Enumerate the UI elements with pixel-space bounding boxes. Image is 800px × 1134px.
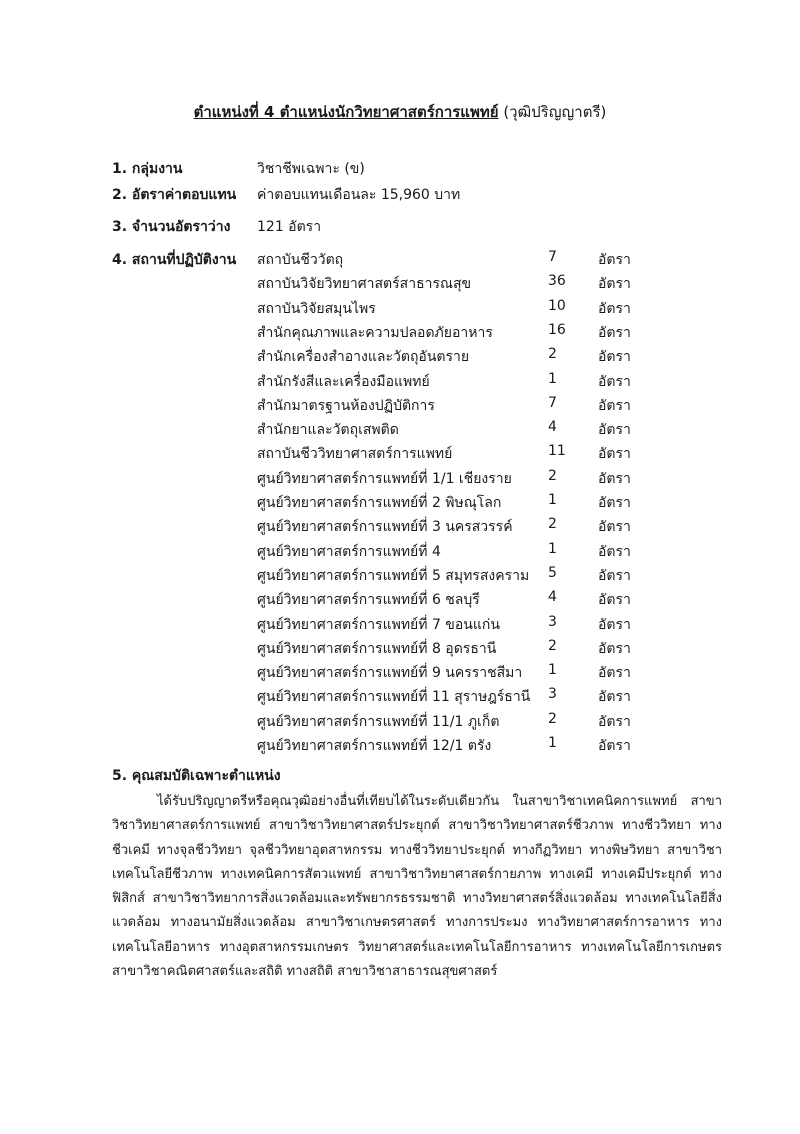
item-label: 3. จำนวนอัตราว่าง: [112, 219, 231, 235]
location-name: ศูนย์วิทยาศาสตร์การแพทย์ที่ 8 อุดรธานี: [257, 641, 497, 657]
location-unit: อัตรา: [598, 349, 631, 365]
location-name: ศูนย์วิทยาศาสตร์การแพทย์ที่ 11/1 ภูเก็ต: [257, 714, 500, 730]
location-name: ศูนย์วิทยาศาสตร์การแพทย์ที่ 12/1 ตรัง: [257, 738, 492, 754]
location-name: สำนักยาและวัตถุเสพติด: [257, 422, 399, 438]
location-count: 2: [548, 468, 557, 484]
location-name: สำนักมาตรฐานห้องปฏิบัติการ: [257, 398, 435, 414]
location-count: 3: [548, 614, 557, 630]
location-name: ศูนย์วิทยาศาสตร์การแพทย์ที่ 1/1 เชียงราย: [257, 471, 512, 487]
location-unit: อัตรา: [598, 301, 631, 317]
title-main: ตำแหน่งที่ 4 ตำแหน่งนักวิทยาศาสตร์การแพทย์: [193, 103, 499, 121]
location-name: ศูนย์วิทยาศาสตร์การแพทย์ที่ 9 นครราชสีมา: [257, 665, 523, 681]
location-count: 1: [548, 371, 557, 387]
item-label: 2. อัตราค่าตอบแทน: [112, 187, 237, 203]
location-count: 10: [548, 298, 566, 314]
location-unit: อัตรา: [598, 495, 631, 511]
location-unit: อัตรา: [598, 592, 631, 608]
item-label: 4. สถานที่ปฏิบัติงาน: [112, 252, 237, 268]
qualification-paragraph: ได้รับปริญญาตรีหรือคุณวุฒิอย่างอื่นที่เทียบได้ในระดับเดียวกัน ในสาขาวิชาเทคนิคการแพทย์ สาขาวิชาวิทยาศาสตร์การแพทย์ สาขาวิชาวิทยาศาสตร์ประยุกต์ สาขาวิชาวิทยาศาสตร์ชีวภาพ ทางชีววิทยา ทางชีวเคมี ทางจุลชีววิทยา จุลชีววิทยาอุตสาหกรรม ทางชีววิทยาประยุกต์ ทางกีฏวิทยา ทางพิษวิทยา สาขาวิชาเทคโนโลยีชีวภาพ ทางเทคนิคการสัตวแพทย์ สาขาวิชาวิทยาศาสตร์กายภาพ ทางเคมี ทางเคมีประยุกต์ ทางฟิสิกส์ สาขาวิชาวิทยาการสิ่งแวดล้อมและทรัพยากรธรรมชาติ ทางวิทยาศาสตร์สิ่งแวดล้อม ทางเทคโนโลยีสิ่งแวดล้อม ทางอนามัยสิ่งแวดล้อม สาขาวิชาเกษตรศาสตร์ ทางการประมง ทางวิทยาศาสตร์การอาหาร ทางเทคโนโลยีอาหาร ทางอุตสาหกรรมเกษตร วิทยาศาสตร์และเทคโนโลยีการอาหาร ทางเทคโนโลยีการเกษตร สาขาวิชาคณิตศาสตร์และสถิติ ทางสถิติ สาขาวิชาสาธารณสุขศาสตร์: [112, 794, 722, 980]
location-count: 2: [548, 638, 557, 654]
location-count: 7: [548, 395, 557, 411]
location-unit: อัตรา: [598, 544, 631, 560]
location-name: สถาบันวิจัยสมุนไพร: [257, 301, 376, 317]
location-unit: อัตรา: [598, 519, 631, 535]
location-name: ศูนย์วิทยาศาสตร์การแพทย์ที่ 7 ขอนแก่น: [257, 617, 500, 633]
location-unit: อัตรา: [598, 252, 631, 268]
location-count: 2: [548, 516, 557, 532]
location-count: 4: [548, 419, 557, 435]
location-name: สถาบันวิจัยวิทยาศาสตร์สาธารณสุข: [257, 276, 472, 292]
location-count: 2: [548, 711, 557, 727]
page-title: [0, 100, 800, 124]
location-name: ศูนย์วิทยาศาสตร์การแพทย์ที่ 4: [257, 544, 441, 560]
location-count: 4: [548, 589, 557, 605]
location-name: สถาบันชีววัตถุ: [257, 252, 344, 268]
item-value: วิชาชีพเฉพาะ (ข): [257, 161, 365, 177]
location-count: 7: [548, 249, 557, 265]
location-name: สำนักเครื่องสำอางและวัตถุอันตราย: [257, 349, 470, 365]
location-name: ศูนย์วิทยาศาสตร์การแพทย์ที่ 6 ชลบุรี: [257, 592, 480, 608]
location-name: สถาบันชีววิทยาศาสตร์การแพทย์: [257, 446, 453, 462]
location-count: 1: [548, 662, 557, 678]
location-unit: อัตรา: [598, 446, 631, 462]
location-name: สำนักคุณภาพและความปลอดภัยอาหาร: [257, 325, 493, 341]
location-unit: อัตรา: [598, 738, 631, 754]
title-sub: (วุฒิปริญญาตรี): [503, 103, 607, 121]
location-unit: อัตรา: [598, 471, 631, 487]
location-unit: อัตรา: [598, 325, 631, 341]
location-unit: อัตรา: [598, 689, 631, 705]
location-unit: อัตรา: [598, 374, 631, 390]
location-unit: อัตรา: [598, 617, 631, 633]
location-unit: อัตรา: [598, 714, 631, 730]
section-heading: 5. คุณสมบัติเฉพาะตำแหน่ง: [112, 768, 281, 784]
location-count: 2: [548, 346, 557, 362]
location-name: สำนักรังสีและเครื่องมือแพทย์: [257, 374, 430, 390]
location-count: 1: [548, 541, 557, 557]
location-count: 5: [548, 565, 557, 581]
location-count: 11: [548, 443, 566, 459]
item-value: 121 อัตรา: [257, 219, 322, 235]
location-unit: อัตรา: [598, 665, 631, 681]
location-count: 1: [548, 735, 557, 751]
item-label: 1. กลุ่มงาน: [112, 161, 183, 177]
location-unit: อัตรา: [598, 276, 631, 292]
item-value: ค่าตอบแทนเดือนละ 15,960 บาท: [257, 187, 461, 203]
location-count: 1: [548, 492, 557, 508]
location-unit: อัตรา: [598, 641, 631, 657]
location-name: ศูนย์วิทยาศาสตร์การแพทย์ที่ 5 สมุทรสงคราม: [257, 568, 530, 584]
location-name: ศูนย์วิทยาศาสตร์การแพทย์ที่ 2 พิษณุโลก: [257, 495, 502, 511]
location-unit: อัตรา: [598, 568, 631, 584]
location-unit: อัตรา: [598, 422, 631, 438]
location-name: ศูนย์วิทยาศาสตร์การแพทย์ที่ 3 นครสวรรค์: [257, 519, 513, 535]
location-count: 16: [548, 322, 566, 338]
location-count: 3: [548, 686, 557, 702]
location-name: ศูนย์วิทยาศาสตร์การแพทย์ที่ 11 สุราษฎร์ธานี: [257, 689, 531, 705]
location-count: 36: [548, 273, 566, 289]
location-unit: อัตรา: [598, 398, 631, 414]
